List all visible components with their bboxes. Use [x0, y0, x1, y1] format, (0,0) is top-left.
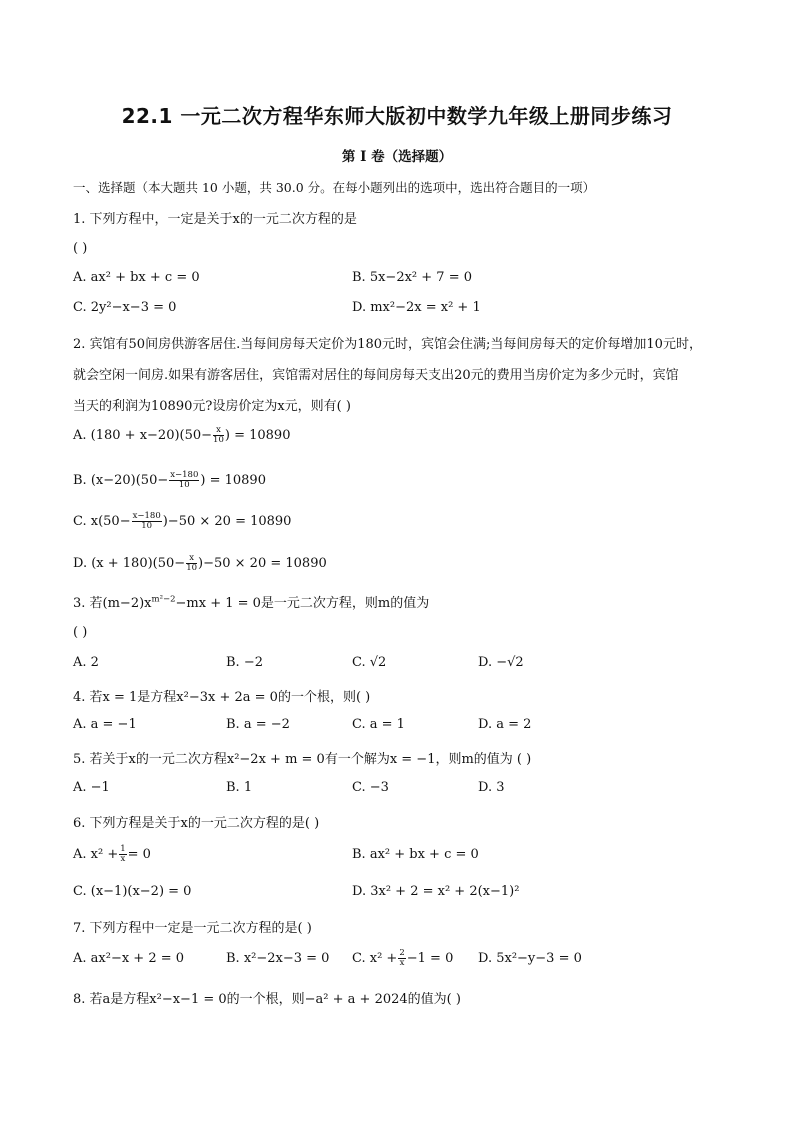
volume-subtitle: 第 I 卷（选择题） — [341, 149, 453, 165]
question-7-option-b: B. x²−2x−3 = 0 — [226, 951, 330, 966]
question-3-option-b: B. −2 — [226, 655, 263, 670]
question-1-paren: ( ) — [73, 241, 88, 256]
option-c-fraction — [132, 512, 162, 531]
fraction-denominator: 10 — [186, 563, 198, 573]
question-2-option-d — [73, 554, 327, 573]
fraction-numerator: x — [186, 554, 197, 564]
question-7-option-c — [352, 949, 453, 968]
stem-suffix: −mx + 1 = 0是一元二次方程，则m的值为 — [175, 596, 430, 611]
option-d-prefix: D. (x + 180)(50− — [73, 556, 186, 571]
option-a-fraction — [213, 426, 224, 445]
question-5-option-c: C. −3 — [352, 780, 389, 795]
question-1-option-c: C. 2y²−x−3 = 0 — [73, 300, 177, 315]
question-4-stem: 4. 若x = 1是方程x²−3x + 2a = 0的一个根，则( ) — [73, 690, 371, 705]
option-d-suffix: )−50 × 20 = 10890 — [198, 556, 327, 571]
fraction-denominator: 10 — [213, 435, 224, 445]
question-5-option-d: D. 3 — [478, 780, 505, 795]
question-4-option-c: C. a = 1 — [352, 717, 405, 732]
option-a-fraction — [119, 845, 126, 864]
question-2-line-2: 就会空闲一间房.如果有游客居住，宾馆需对居住的每间房每天支出20元的费用当房价定为多少元时，宾馆 — [73, 368, 679, 383]
option-c-suffix: −1 = 0 — [406, 951, 454, 966]
fraction-denominator: 10 — [178, 480, 190, 490]
question-3-paren: ( ) — [73, 625, 88, 640]
question-6-option-b: B. ax² + bx + c = 0 — [352, 847, 479, 862]
question-7-option-a: A. ax²−x + 2 = 0 — [73, 951, 185, 966]
fraction-numerator: x — [213, 426, 224, 436]
option-b-fraction — [169, 471, 199, 490]
option-a-suffix: ) = 10890 — [224, 428, 291, 443]
question-1-option-a: A. ax² + bx + c = 0 — [73, 270, 200, 285]
question-5-option-a: A. −1 — [73, 780, 110, 795]
option-b-suffix: ) = 10890 — [200, 473, 266, 488]
question-5-option-b: B. 1 — [226, 780, 253, 795]
question-8-stem: 8. 若a是方程x²−x−1 = 0的一个根，则−a² + a + 2024的值为( ) — [73, 992, 461, 1007]
question-2-option-a — [73, 426, 290, 445]
question-7-stem: 7. 下列方程中一定是一元二次方程的是( ) — [73, 921, 312, 936]
fraction-numerator: 2 — [399, 948, 405, 958]
section-heading: 一、选择题（本大题共 10 小题，共 30.0 分。在每小题列出的选项中，选出符合题目的一项） — [73, 180, 596, 195]
question-3-option-c: C. √2 — [352, 655, 387, 670]
option-c-fraction — [398, 949, 405, 968]
option-a-prefix: A. x² + — [73, 847, 119, 862]
question-1-option-d: D. mx²−2x = x² + 1 — [352, 300, 481, 315]
question-2-line-1: 2. 宾馆有50间房供游客居住.当每间房每天定价为180元时，宾馆会住满;当每间房每天的定价每增加10元时， — [73, 337, 702, 352]
question-2-option-c — [73, 512, 291, 531]
fraction-denominator: 10 — [141, 521, 153, 531]
question-3-stem — [73, 592, 429, 611]
stem-exponent: m²−2 — [151, 594, 176, 605]
option-d-fraction — [186, 554, 197, 573]
fraction-denominator: x — [399, 958, 405, 968]
option-c-prefix: C. x(50− — [73, 514, 131, 529]
question-7-option-d: D. 5x²−y−3 = 0 — [478, 951, 582, 966]
question-1-option-b: B. 5x−2x² + 7 = 0 — [352, 270, 472, 285]
question-4-option-a: A. a = −1 — [73, 717, 137, 732]
fraction-denominator: x — [120, 854, 126, 864]
question-1-stem: 1. 下列方程中，一定是关于x的一元二次方程的是 — [73, 212, 357, 227]
fraction-numerator: 1 — [120, 844, 126, 854]
question-3-option-d: D. −√2 — [478, 655, 524, 670]
question-6-option-d: D. 3x² + 2 = x² + 2(x−1)² — [352, 884, 520, 899]
question-6-option-c: C. (x−1)(x−2) = 0 — [73, 884, 192, 899]
page-title: 22.1 一元二次方程华东师大版初中数学九年级上册同步练习 — [121, 104, 673, 128]
stem-prefix: 3. 若(m−2)x — [73, 596, 152, 611]
question-3-option-a: A. 2 — [73, 655, 99, 670]
question-5-stem: 5. 若关于x的一元二次方程x²−2x + m = 0有一个解为x = −1，则m的值为 ( ) — [73, 752, 532, 767]
option-c-suffix: )−50 × 20 = 10890 — [162, 514, 292, 529]
fraction-numerator: x−180 — [170, 470, 199, 480]
fraction-numerator: x−180 — [132, 511, 161, 521]
option-b-prefix: B. (x−20)(50− — [73, 473, 169, 488]
question-6-option-a — [73, 845, 151, 864]
option-c-prefix: C. x² + — [352, 951, 398, 966]
option-a-suffix: = 0 — [127, 847, 151, 862]
question-4-option-b: B. a = −2 — [226, 717, 290, 732]
question-2-option-b — [73, 471, 266, 490]
option-a-prefix: A. (180 + x−20)(50− — [73, 428, 213, 443]
question-4-option-d: D. a = 2 — [478, 717, 532, 732]
question-2-line-3: 当天的利润为10890元?设房价定为x元，则有( ) — [73, 399, 351, 414]
question-6-stem: 6. 下列方程是关于x的一元二次方程的是( ) — [73, 816, 320, 831]
